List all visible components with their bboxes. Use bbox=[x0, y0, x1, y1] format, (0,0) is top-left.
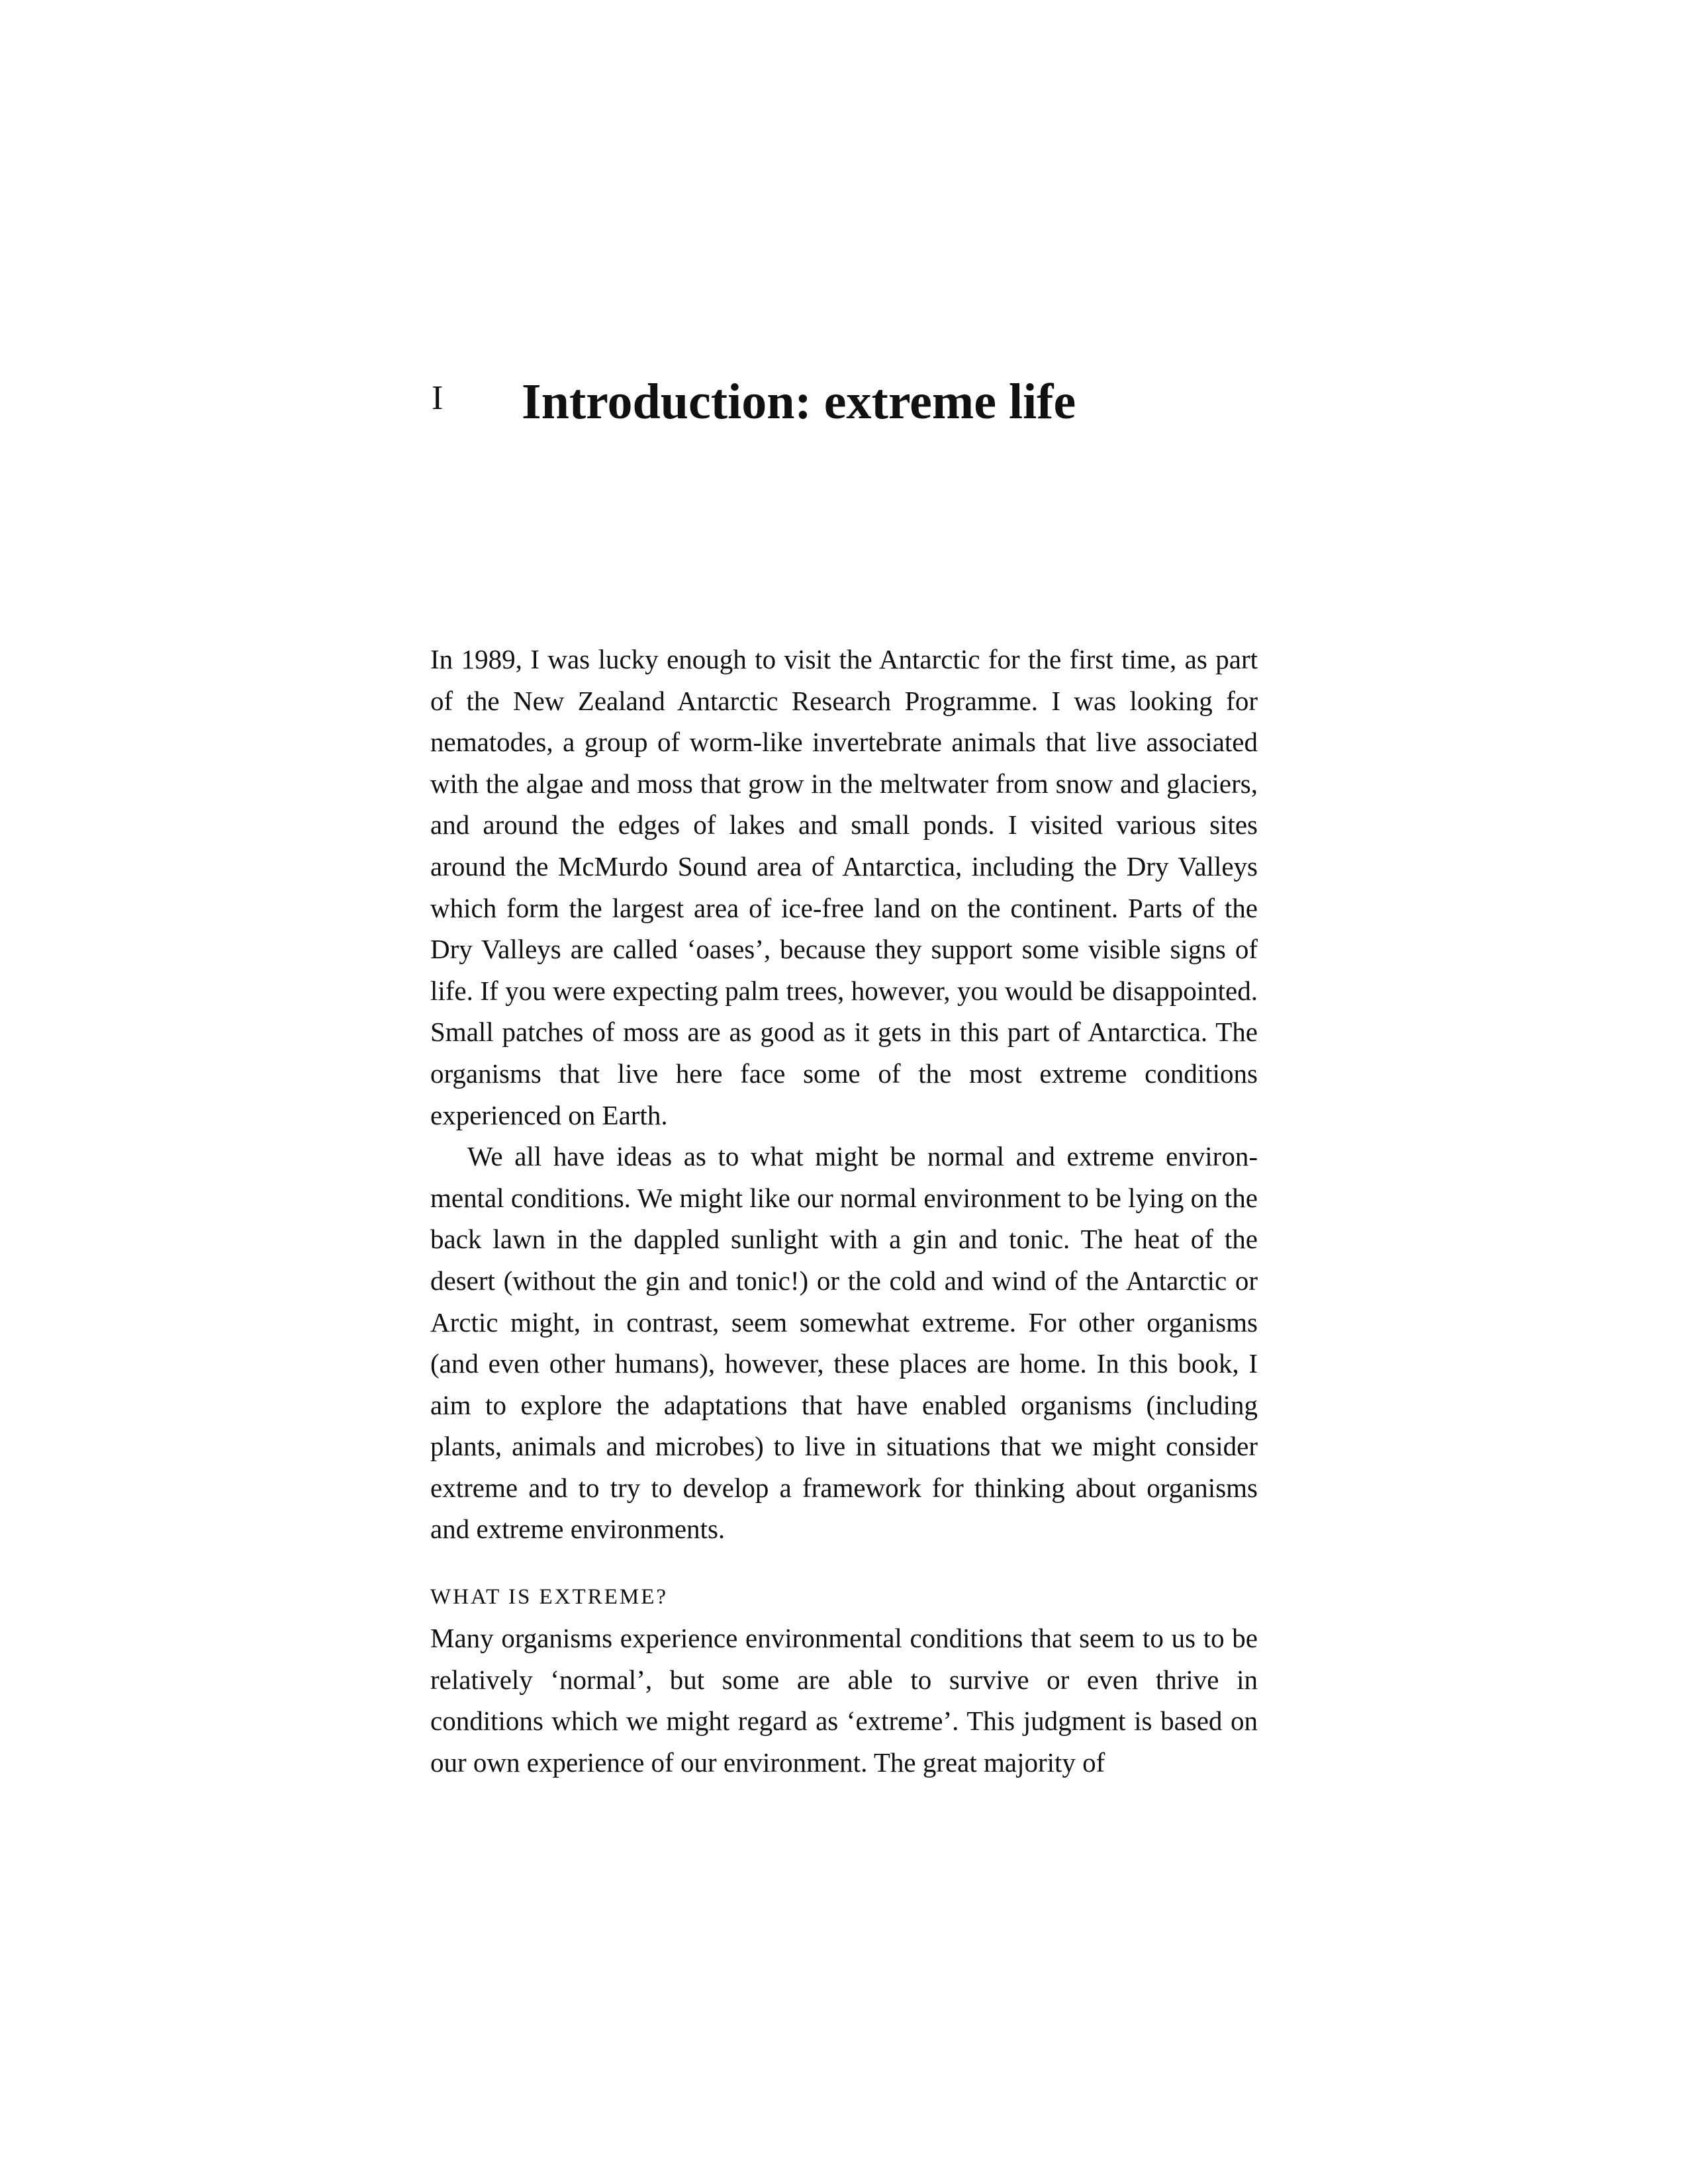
paragraph-intro: In 1989, I was lucky enough to visit the Antarctic for the first time, as part of the New Zealand Antarctic Research Programme. I was looking for nematodes, a group of worm-like invertebrate animals that live associated with the algae and moss that grow in the meltwater from snow and glaciers, and around the edges of lakes and small ponds. I visited various sites around the McMurdo Sound area of Antarctica, including the Dry Valleys which form the largest area of ice-free land on the continent. Parts of the Dry Valleys are called ‘oases’, because they support some visible signs of life. If you were expecting palm trees, however, you would be disappointed. Small patches of moss are as good as it gets in this part of Antarctica. The organisms that live here face some of the most extreme conditions experienced on Earth. bbox=[430, 644, 1258, 1130]
section-heading: WHAT IS EXTREME? bbox=[430, 1585, 669, 1610]
chapter-title: Introduction: extreme life bbox=[522, 374, 1076, 430]
chapter-number: I bbox=[432, 379, 445, 417]
paragraph-what-is-extreme: Many organisms experience environmental conditions that seem to us to be relatively ‘normal’, but some are able to survive or even thrive in conditions which we might regard as ‘extreme’. This judgment is based on our own experience of our environment. The great majority of bbox=[430, 1623, 1258, 1778]
page-body bbox=[430, 639, 1258, 1783]
paragraph-normal-extreme: We all have ideas as to what might be normal and extreme environmental conditions. We might like our normal environment to be lying on the back lawn in the dappled sunlight with a gin and tonic. The heat of the desert (without the gin and tonic!) or the cold and wind of the Antarctic or Arctic might, in contrast, seem somewhat extreme. For other organisms (and even other humans), however, these places are home. In this book, I aim to explore the adaptations that have enabled organisms (including plants, animals and microbes) to live in situations that we might consider extreme and to try to develop a framework for thinking about organisms and extreme environments. bbox=[430, 1141, 1258, 1545]
